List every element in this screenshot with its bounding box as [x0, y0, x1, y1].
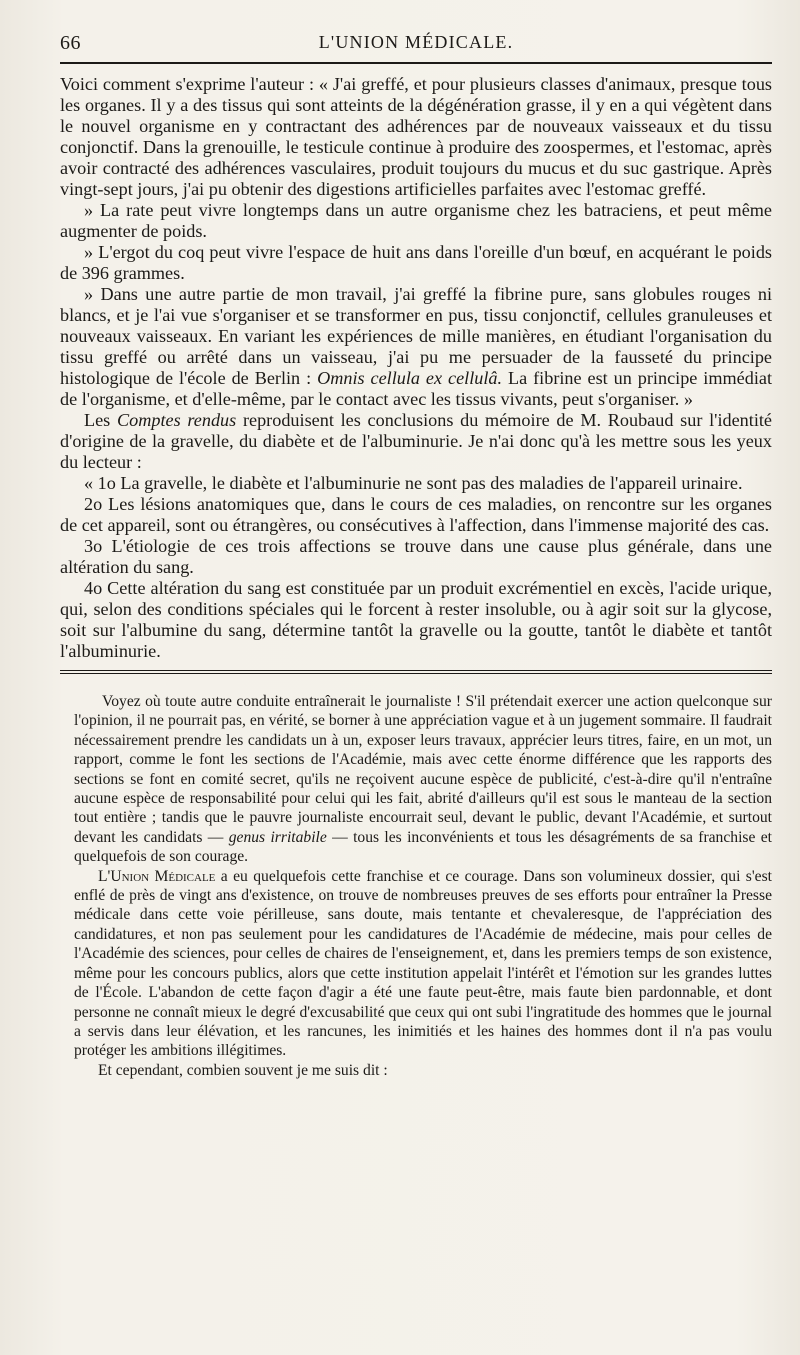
conclusion-item-1: « 1o La gravelle, le diabète et l'albuminurie ne sont pas des maladies de l'appareil urinaire. [84, 473, 743, 493]
feuilleton-paragraph-2 [74, 867, 772, 1061]
paragraph-fibrine-text-a: » Dans une autre partie de mon travail, j'ai greffé la fibrine pure, sans globules rouges ni blancs, et je l'ai vue s'organiser et se transformer en pus, tissu conjonctif, cellules granuleuses et nouveaux vaisseaux. En variant les expériences de mille manières, en étudiant l'organisation du tissu greffé ou arrêté dans un vaisseau, j'ai pu me persuader de la fausseté du principe histologique de l'école de Berlin : [60, 284, 772, 388]
conclusion-item-2: 2o Les lésions anatomiques que, dans le cours de ces maladies, on rencontre sur les organes de cet appareil, sont ou étrangères, ou consécutives à l'affection, dans l'immense majorité des cas. [60, 494, 772, 535]
feuilleton-paragraph-3: Et cependant, combien souvent je me suis dit : [98, 1061, 388, 1079]
paragraph-auteur-quote: Voici comment s'exprime l'auteur : « J'ai greffé, et pour plusieurs classes d'animaux, presque tous les organes. Il y a des tissus qui sont atteints de la dégénération grasse, il y en a qui végètent dans le nouvel organisme en y contractant des adhérences par de nouveaux vaisseaux et du tissu conjonctif. Dans la grenouille, le testicule continue à produire des zoospermes, et l'estomac, après avoir contracté des adhérences vasculaires, produit toujours du mucus et du suc gastrique. Après vingt-sept jours, j'ai pu obtenir des digestions artificielles parfaites avec l'estomac greffé. [60, 74, 772, 199]
feuilleton-section [60, 692, 772, 1080]
section-divider [60, 670, 772, 674]
conclusion-item-3: 3o L'étiologie de ces trois affections se trouve dans une cause plus générale, dans une altération du sang. [60, 536, 772, 577]
paragraph-comptes-rendus [60, 410, 772, 473]
paragraph-rate: » La rate peut vivre longtemps dans un autre organisme chez les batraciens, et peut même augmenter de poids. [60, 200, 772, 241]
paragraph-comptes-text-b: reproduisent les conclusions du mémoire de M. Roubaud sur l'identité d'origine de la gravelle, du diabète et de l'albuminurie. Je n'ai donc qu'à les mettre sous les yeux du lecteur : [60, 410, 773, 472]
paragraph-ergot: » L'ergot du coq peut vivre l'espace de huit ans dans l'oreille d'un bœuf, en acquérant le poids de 396 grammes. [60, 242, 772, 283]
union-medicale-name: L'Union Médicale [98, 867, 216, 885]
paragraph-comptes-text-a: Les [84, 410, 117, 430]
genus-irritabile: genus irritabile [228, 828, 327, 846]
feuilleton-paragraph-1 [74, 692, 772, 867]
conclusion-item-4: 4o Cette altération du sang est constituée par un produit excrémentiel en excès, l'acide urique, qui, selon des conditions spéciales qui le forcent à rester insoluble, ou à agir soit sur la glycose, soit sur l'albumine du sang, détermine tantôt la gravelle ou la goutte, tantôt le diabète et tantôt l'albuminurie. [60, 578, 772, 661]
comptes-rendus-title: Comptes rendus [117, 410, 237, 430]
page-number: 66 [60, 32, 81, 54]
feuilleton-p1-text-b: — tous les inconvénients et tous les désagréments de sa franchise et quelquefois de son courage. [74, 828, 772, 866]
paragraph-fibrine [60, 284, 772, 410]
feuilleton-p2-text: a eu quelquefois cette franchise et ce courage. Dans son volumineux dossier, qui s'est enflé de près de vingt ans d'existence, on trouve de nombreuses preuves de ses efforts pour entraîner la Presse médicale dans cette voie périlleuse, sans doute, mais tentante et chevaleresque, de l'appréciation des candidatures, et non pas seulement pour les candidatures de l'Académie de médecine, mais pour celles de l'Académie des sciences, pour celles de chaires de l'enseignement, et, dans les premiers temps de son existence, même pour les concours publics, alors que cette institution appelait l'intérêt et l'émotion sur les grandes luttes de l'École. L'abandon de cette façon d'agir a été une faute peut-être, mais faute bien pardonnable, et dont personne ne connaît mieux le degré d'excusabilité que ceux qui ont subi l'ingratitude des hommes que le journal a servis dans leur élévation, et les rancunes, les inimitiés et les haines des hommes dont il n'a pas voulu protéger les ambitions illégitimes. [74, 867, 773, 1060]
feuilleton-p1-text-a: Voyez où toute autre conduite entraînerait le journaliste ! S'il prétendait exercer une action quelconque sur l'opinion, il ne pourrait pas, en vérité, se borner à une appréciation vague et à un jugement sommaire. Il faudrait nécessairement prendre les candidats un à un, exposer leurs travaux, apprécier leurs titres, faire, en un mot, un rapport, comme le font les sections de l'Académie, mais avec cette énorme différence que les rapports des sections se font en comité secret, qu'ils ne reçoivent aucune espèce de publicité, c'est-à-dire qu'il n'entraîne aucune espèce de responsabilité pour celui qui les fait, abrité d'ailleurs qu'il est sous le manteau de la section tout entière ; tandis que le pauvre journaliste encourrait seul, devant le public, devant l'Académie, et surtout devant les candidats — [74, 693, 772, 846]
latin-maxim: Omnis cellula ex cellulâ. [317, 368, 503, 388]
journal-title: L'UNION MÉDICALE. [318, 32, 514, 52]
page-header [60, 26, 772, 64]
paragraph-fibrine-text-b: La fibrine est un principe immédiat de l'organisme, et d'elle-même, par le contact avec les tissus vivants, peut s'organiser. » [60, 368, 773, 409]
main-article [60, 74, 772, 662]
